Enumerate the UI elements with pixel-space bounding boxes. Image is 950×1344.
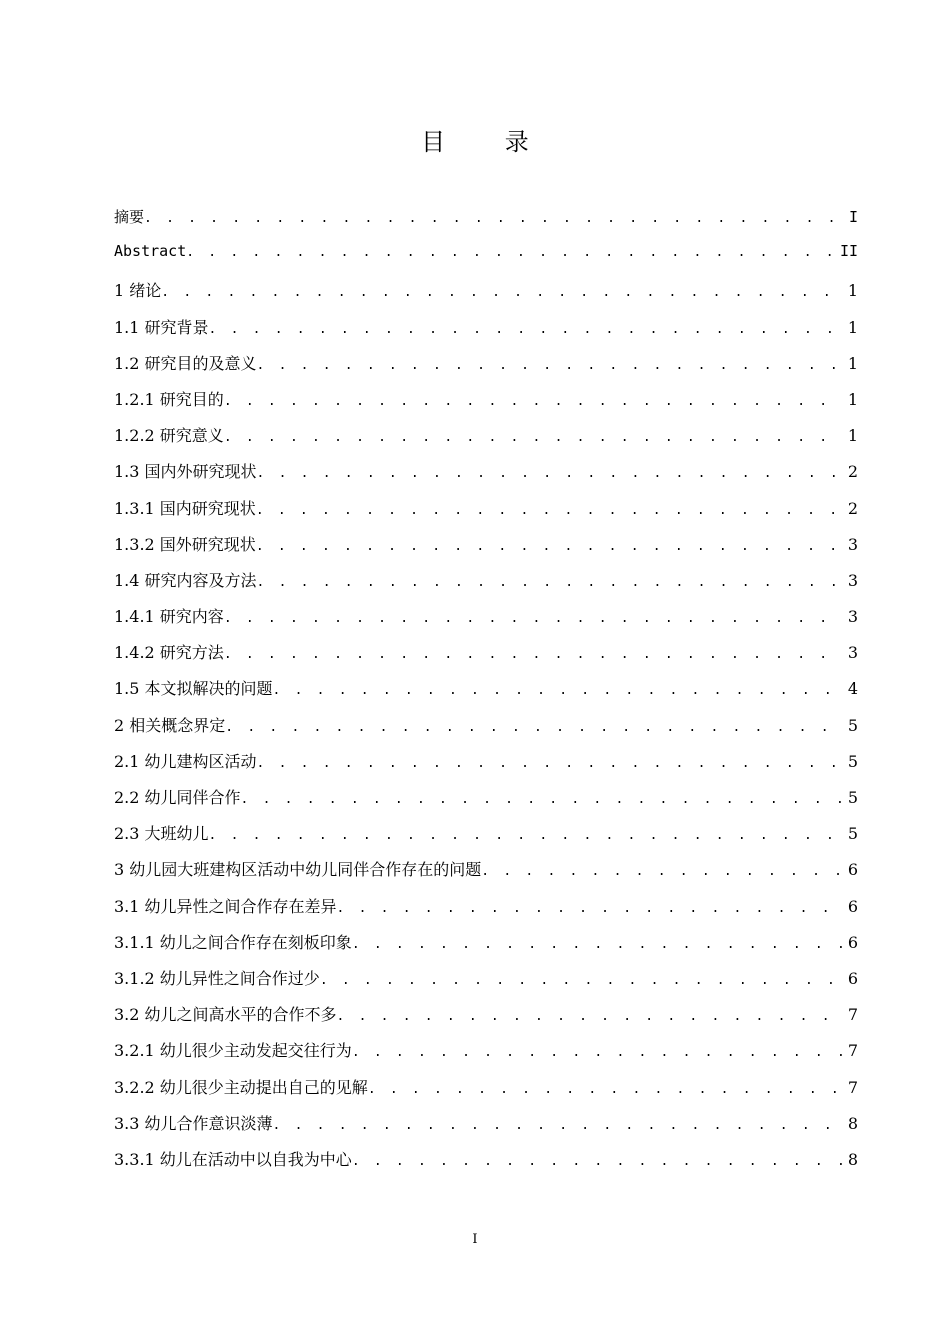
toc-entry-label: 1.3.1 国内研究现状	[114, 498, 256, 518]
toc-entry-label: 1.2.2 研究意义	[114, 426, 224, 446]
toc-entry-page: 5	[847, 824, 858, 844]
toc-entry-label: 摘要	[114, 208, 145, 226]
toc-entry[interactable]	[114, 785, 858, 821]
dot-leader	[257, 575, 844, 590]
dot-leader	[161, 285, 844, 300]
toc-entry-label: 1.2.1 研究目的	[114, 389, 224, 409]
dot-leader	[273, 683, 844, 698]
dot-leader	[241, 792, 844, 807]
toc-entry[interactable]	[114, 749, 858, 785]
dot-leader	[256, 503, 844, 518]
toc-entry-label: 2.2 幼儿同伴合作	[114, 788, 241, 807]
toc-entry-label: 1 绪论	[114, 281, 162, 301]
toc-entry-page: 7	[847, 1077, 858, 1097]
dot-leader	[352, 937, 844, 952]
toc-entry-label: 3.2 幼儿之间高水平的合作不多	[114, 1005, 337, 1025]
toc-entry-page: 7	[847, 1005, 858, 1025]
dot-leader	[257, 756, 844, 771]
toc-entry[interactable]	[114, 857, 858, 893]
dot-leader	[224, 430, 844, 445]
toc-entry[interactable]	[114, 459, 858, 495]
toc-entry-page: 3	[847, 607, 858, 627]
toc-entry[interactable]	[114, 894, 858, 930]
toc-entry-page: 8	[847, 1149, 858, 1169]
toc-entry[interactable]	[114, 640, 858, 676]
dot-leader	[337, 901, 844, 916]
dot-leader	[273, 1118, 844, 1133]
toc-entry-label: 3 幼儿园大班建构区活动中幼儿同伴合作存在的问题	[114, 860, 482, 880]
toc-entry-page: 6	[847, 896, 858, 916]
dot-leader	[337, 1009, 844, 1024]
toc-entry[interactable]	[114, 1038, 858, 1074]
dot-leader	[224, 647, 844, 662]
toc-entry-label: 3.3.1 幼儿在活动中以自我为中心	[114, 1149, 352, 1169]
toc-entry[interactable]	[114, 278, 858, 314]
toc-entry-page: 1	[847, 389, 858, 409]
toc-entry[interactable]	[114, 387, 858, 423]
toc-entry-page: 1	[847, 353, 858, 373]
toc-entry[interactable]	[114, 496, 858, 532]
toc-entry[interactable]	[114, 966, 858, 1002]
dot-leader	[320, 973, 844, 988]
toc-entry-page: I	[848, 208, 858, 226]
toc-entry-page: 3	[847, 570, 858, 590]
toc-entry[interactable]	[114, 242, 858, 278]
toc-entry[interactable]	[114, 532, 858, 568]
toc-entry-label: 1.4 研究内容及方法	[114, 570, 257, 590]
toc-entry[interactable]	[114, 821, 858, 857]
toc-entry-page: 1	[847, 426, 858, 446]
dot-leader	[209, 322, 844, 337]
toc-entry-page: 6	[847, 860, 858, 880]
dot-leader	[224, 611, 844, 626]
toc-entry[interactable]	[114, 1075, 858, 1111]
toc-entry-label: 3.2.2 幼儿很少主动提出自己的见解	[114, 1077, 368, 1097]
toc-entry-label: 3.2.1 幼儿很少主动发起交往行为	[114, 1041, 352, 1061]
toc-entry-label: 2 相关概念界定	[114, 715, 226, 735]
toc-entry-page: 7	[847, 1041, 858, 1061]
toc-entry-label: 1.3 国内外研究现状	[114, 462, 257, 482]
toc-entry-label: 3.1.1 幼儿之间合作存在刻板印象	[114, 932, 352, 952]
toc-entry-page: 2	[847, 462, 858, 482]
toc-entry[interactable]	[114, 1111, 858, 1147]
toc-entry[interactable]	[114, 604, 858, 640]
table-of-contents	[114, 206, 858, 1183]
toc-entry-label: 1.4.1 研究内容	[114, 607, 224, 627]
toc-entry-page: 2	[847, 498, 858, 518]
toc-entry[interactable]	[114, 206, 858, 242]
dot-leader	[186, 245, 836, 260]
toc-entry-label: 1.5 本文拟解决的问题	[114, 679, 273, 699]
toc-entry-page: 6	[847, 968, 858, 988]
toc-entry[interactable]	[114, 676, 858, 712]
toc-entry-label: 1.2 研究目的及意义	[114, 353, 257, 373]
toc-entry-label: 1.3.2 国外研究现状	[114, 534, 256, 554]
dot-leader	[224, 394, 844, 409]
dot-leader	[481, 864, 844, 879]
toc-entry[interactable]	[114, 713, 858, 749]
toc-entry-label: 3.1 幼儿异性之间合作存在差异	[114, 896, 337, 916]
toc-title: 目 录	[421, 128, 555, 156]
dot-leader	[144, 211, 844, 226]
toc-entry[interactable]	[114, 423, 858, 459]
toc-entry[interactable]	[114, 351, 858, 387]
toc-entry-page: 5	[847, 788, 858, 807]
toc-entry-label: Abstract	[114, 242, 187, 261]
toc-entry-label: 3.3 幼儿合作意识淡薄	[114, 1113, 273, 1133]
toc-entry-label: 2.3 大班幼儿	[114, 824, 209, 844]
toc-entry[interactable]	[114, 568, 858, 604]
dot-leader	[257, 466, 844, 481]
toc-entry-label: 1.1 研究背景	[114, 317, 209, 337]
toc-entry-page: 3	[847, 643, 858, 663]
toc-entry-label: 1.4.2 研究方法	[114, 643, 224, 663]
dot-leader	[209, 828, 844, 843]
toc-entry-page: 3	[847, 534, 858, 554]
toc-entry-page: 5	[847, 751, 858, 771]
dot-leader	[256, 539, 844, 554]
toc-entry-label: 2.1 幼儿建构区活动	[114, 751, 257, 771]
toc-entry-page: 1	[847, 317, 858, 337]
toc-entry[interactable]	[114, 1147, 858, 1183]
dot-leader	[368, 1082, 844, 1097]
dot-leader	[352, 1154, 844, 1169]
toc-entry[interactable]	[114, 930, 858, 966]
toc-entry-page: 1	[847, 281, 858, 301]
dot-leader	[352, 1045, 844, 1060]
toc-entry[interactable]	[114, 315, 858, 351]
page-number: I	[472, 1232, 478, 1247]
toc-entry[interactable]	[114, 1002, 858, 1038]
toc-entry-page: II	[839, 242, 858, 261]
dot-leader	[257, 358, 844, 373]
toc-entry-page: 5	[847, 715, 858, 735]
toc-entry-label: 3.1.2 幼儿异性之间合作过少	[114, 968, 320, 988]
toc-entry-page: 4	[847, 679, 858, 699]
toc-entry-page: 6	[847, 932, 858, 952]
toc-entry-page: 8	[847, 1113, 858, 1133]
dot-leader	[225, 720, 844, 735]
